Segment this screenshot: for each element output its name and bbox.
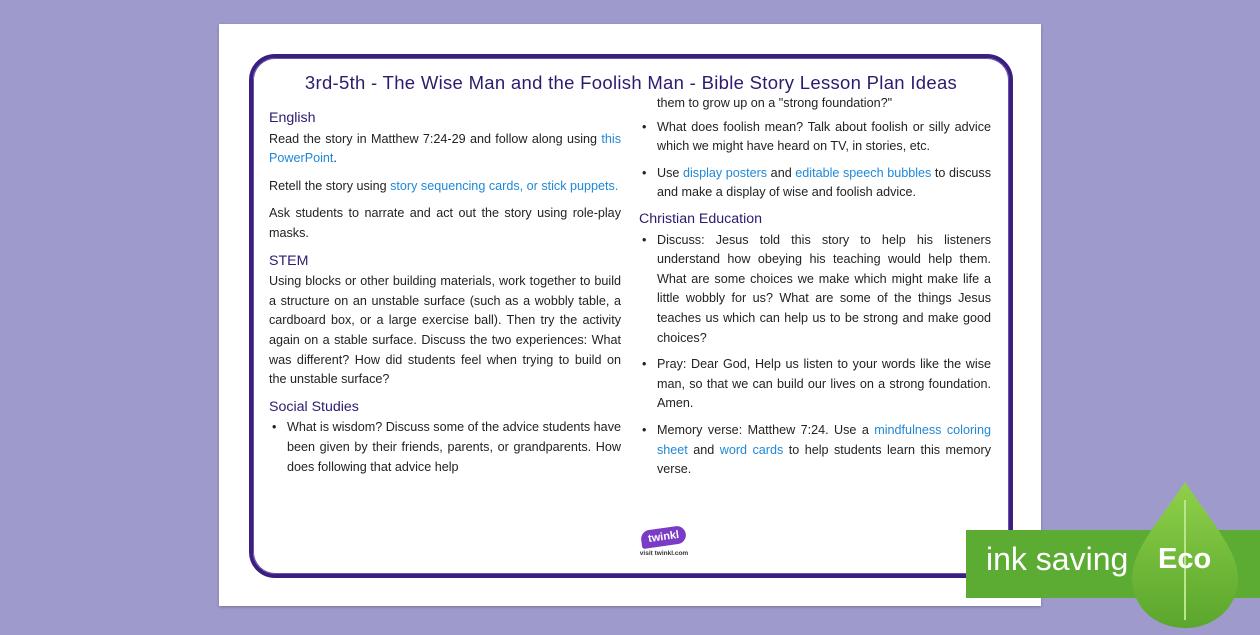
page-title: 3rd-5th - The Wise Man and the Foolish Man - Bible Story Lesson Plan Ideas [304, 72, 958, 93]
list-item-continuation: them to grow up on a "strong foundation?" [657, 96, 893, 110]
english-paragraph-2: Retell the story using story sequencing cards, or stick puppets. [269, 178, 619, 193]
editable-speech-bubbles-link[interactable]: editable speech bubbles [795, 165, 932, 180]
section-heading-stem: STEM [269, 252, 309, 269]
christian-education-list [639, 231, 991, 480]
english-paragraph-3: Ask students to narrate and act out the story using role-play masks. [269, 206, 621, 240]
powerpoint-link[interactable]: this PowerPoint [269, 131, 621, 166]
twinkl-logo [629, 527, 699, 557]
story-sequencing-cards-link[interactable]: story sequencing cards [390, 178, 520, 193]
worksheet-page [219, 24, 1041, 606]
section-heading-english: English [269, 110, 316, 126]
list-item: • What does foolish mean? Talk about foolish or silly advice which we might have heard on TV, in stories, etc. [639, 118, 991, 157]
worksheet-frame [249, 54, 1013, 578]
section-heading-social-studies: Social Studies [269, 398, 359, 415]
list-item: • What is wisdom? Discuss some of the advice students have been given by their friends, parents, or grandparents. How does following that advice help [269, 418, 621, 477]
ink-saving-label: ink saving [986, 541, 1129, 577]
mindfulness-coloring-sheet-link[interactable]: mindfulness coloring sheet [657, 422, 991, 457]
list-item: • Discuss: Jesus told this story to help his listeners understand how obeying his teaching would help them. What are some choices we make which might make life a little wobbly for us? What are some of the things Jesus teaches us which can help us to be strong and make good choices? [639, 231, 991, 349]
social-studies-list [269, 418, 621, 477]
list-item: • Pray: Dear God, Help us listen to your words like the wise man, so that we can build our lives on a strong foundation. Amen. [639, 355, 991, 414]
twinkl-logo-mark: twinkl [640, 525, 687, 549]
eco-label: Eco [1158, 543, 1212, 575]
english-paragraph-1: Read the story in Matthew 7:24-29 and follow along using this PowerPoint. [269, 131, 621, 166]
section-heading-christian-education: Christian Education [639, 210, 763, 227]
list-item: • Memory verse: Matthew 7:24. Use a mindfulness coloring sheet and word cards to help students learn this memory verse. [639, 421, 991, 480]
list-item: • Use display posters and editable speech bubbles to discuss and make a display of wise and foolish advice. [639, 164, 991, 203]
right-column [639, 96, 992, 487]
word-cards-link[interactable]: word cards [719, 442, 784, 457]
stick-puppets-link[interactable]: or stick puppets [526, 178, 615, 193]
stem-paragraph: Using blocks or other building materials, work together to build a structure on an unstable surface (such as a wobbly table, a cardboard box, or a large exercise ball). Then try the activity again on a stable surface. Discuss the two experiences: What was different? How did students feel when trying to build on the unstable surface? [269, 274, 621, 387]
display-posters-link[interactable]: display posters [683, 165, 768, 180]
eco-leaf-icon [1130, 480, 1240, 635]
twinkl-url: visit twinkl.com [639, 550, 689, 557]
left-column [269, 106, 621, 484]
social-studies-list-continued [639, 118, 991, 203]
